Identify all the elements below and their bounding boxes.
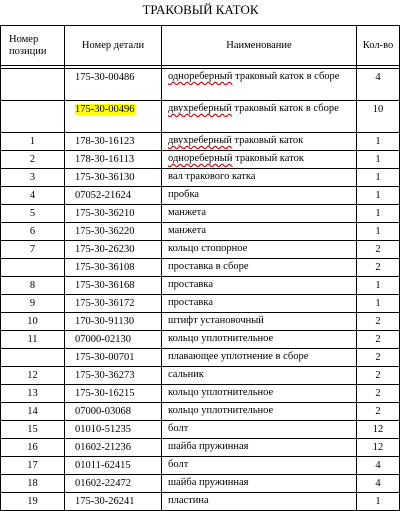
spellcheck-word: однореберный: [168, 71, 233, 82]
cell-name: сальник: [162, 367, 357, 385]
table-row: [1, 241, 400, 259]
cell-name: пластина: [162, 493, 357, 511]
cell-quantity: 4: [357, 457, 400, 475]
table-row: [1, 457, 400, 475]
name-rest: траковый каток в сборе: [232, 71, 340, 82]
cell-position: [1, 101, 65, 133]
cell-name: [162, 133, 357, 151]
table-row: [1, 187, 400, 205]
table-row: [1, 205, 400, 223]
cell-name: проставка: [162, 295, 357, 313]
cell-part-number: 01602-22472: [65, 475, 162, 493]
cell-name: кольцо уплотнительное: [162, 385, 357, 403]
cell-name: кольцо уплотнительное: [162, 331, 357, 349]
cell-part-number: 175-30-26241: [65, 493, 162, 511]
cell-position: 7: [1, 241, 65, 259]
table-row: [1, 475, 400, 493]
cell-quantity: 2: [357, 403, 400, 421]
cell-position: [1, 69, 65, 101]
cell-position: 1: [1, 133, 65, 151]
cell-part-number: 175-30-26230: [65, 241, 162, 259]
table-row: [1, 403, 400, 421]
cell-position: 8: [1, 277, 65, 295]
table-row: [1, 349, 400, 367]
name-rest: траковый каток: [232, 153, 304, 164]
cell-name: проставка: [162, 277, 357, 295]
table-row: [1, 133, 400, 151]
cell-quantity: 2: [357, 367, 400, 385]
cell-position: 2: [1, 151, 65, 169]
cell-part-number: 175-30-36220: [65, 223, 162, 241]
cell-name: вал тракового катка: [162, 169, 357, 187]
cell-name: [162, 69, 357, 101]
cell-part-number: 01602-21236: [65, 439, 162, 457]
cell-name: штифт установочный: [162, 313, 357, 331]
table-row: [1, 367, 400, 385]
table-row: [1, 169, 400, 187]
cell-position: 16: [1, 439, 65, 457]
cell-part-number: 170-30-91130: [65, 313, 162, 331]
cell-position: 3: [1, 169, 65, 187]
spellcheck-word: двухреберный: [168, 135, 232, 146]
cell-position: 12: [1, 367, 65, 385]
parts-table: [0, 25, 400, 511]
table-row: [1, 151, 400, 169]
cell-position: 6: [1, 223, 65, 241]
highlighted-part-number: 175-30-00496: [75, 104, 135, 115]
cell-quantity: 2: [357, 241, 400, 259]
table-row: [1, 277, 400, 295]
cell-quantity: 1: [357, 205, 400, 223]
cell-name: проставка в сборе: [162, 259, 357, 277]
table-row: [1, 223, 400, 241]
name-rest: траковый каток: [231, 135, 304, 146]
cell-part-number: 07000-02130: [65, 331, 162, 349]
spellcheck-word: однореберный: [168, 153, 233, 164]
cell-quantity: 1: [357, 133, 400, 151]
cell-quantity: 2: [357, 385, 400, 403]
spellcheck-word: двухреберный: [168, 103, 232, 114]
cell-position: 13: [1, 385, 65, 403]
cell-part-number: 175-30-36130: [65, 169, 162, 187]
cell-name: шайба пружинная: [162, 475, 357, 493]
cell-quantity: 2: [357, 331, 400, 349]
header-position-line2: позиции: [9, 45, 47, 57]
cell-position: 14: [1, 403, 65, 421]
table-header-row: [1, 26, 400, 66]
header-part-number: Номер детали: [65, 26, 162, 66]
cell-position: 10: [1, 313, 65, 331]
cell-quantity: 10: [357, 101, 400, 133]
cell-position: 11: [1, 331, 65, 349]
table-row: [1, 69, 400, 101]
cell-quantity: 12: [357, 421, 400, 439]
cell-quantity: 4: [357, 475, 400, 493]
table-row: [1, 295, 400, 313]
cell-quantity: 1: [357, 187, 400, 205]
cell-name: шайба пружинная: [162, 439, 357, 457]
cell-position: 9: [1, 295, 65, 313]
cell-part-number: 175-30-16215: [65, 385, 162, 403]
cell-quantity: 2: [357, 313, 400, 331]
table-row: [1, 439, 400, 457]
table-row: [1, 313, 400, 331]
cell-quantity: 2: [357, 259, 400, 277]
cell-position: [1, 349, 65, 367]
cell-part-number: 175-30-36168: [65, 277, 162, 295]
cell-name: [162, 101, 357, 133]
name-rest: траковый каток в сборе: [231, 103, 339, 114]
cell-name: манжета: [162, 205, 357, 223]
cell-name: [162, 151, 357, 169]
cell-part-number: 175-30-36108: [65, 259, 162, 277]
table-row: [1, 385, 400, 403]
cell-part-number: 07052-21624: [65, 187, 162, 205]
cell-name: кольцо уплотнительное: [162, 403, 357, 421]
cell-position: 4: [1, 187, 65, 205]
cell-part-number: [65, 101, 162, 133]
cell-quantity: 1: [357, 295, 400, 313]
cell-part-number: 178-30-16113: [65, 151, 162, 169]
cell-part-number: 07000-03068: [65, 403, 162, 421]
cell-quantity: 2: [357, 349, 400, 367]
cell-position: 19: [1, 493, 65, 511]
table-row: [1, 331, 400, 349]
cell-part-number: 175-30-36172: [65, 295, 162, 313]
header-position: [1, 26, 65, 66]
cell-position: 5: [1, 205, 65, 223]
cell-quantity: 1: [357, 151, 400, 169]
cell-position: 17: [1, 457, 65, 475]
cell-name: манжета: [162, 223, 357, 241]
cell-position: 18: [1, 475, 65, 493]
cell-name: кольцо стопорное: [162, 241, 357, 259]
table-row: [1, 101, 400, 133]
document-title: ТРАКОВЫЙ КАТОК: [142, 2, 259, 17]
cell-name: болт: [162, 421, 357, 439]
cell-part-number: 178-30-16123: [65, 133, 162, 151]
cell-part-number: 01010-51235: [65, 421, 162, 439]
cell-name: болт: [162, 457, 357, 475]
cell-quantity: 1: [357, 223, 400, 241]
header-name: Наименование: [162, 26, 357, 66]
cell-quantity: 1: [357, 277, 400, 295]
cell-quantity: 1: [357, 493, 400, 511]
cell-position: [1, 259, 65, 277]
cell-quantity: 12: [357, 439, 400, 457]
table-row: [1, 259, 400, 277]
cell-quantity: 1: [357, 169, 400, 187]
table-row: [1, 421, 400, 439]
cell-part-number: 175-30-36210: [65, 205, 162, 223]
cell-part-number: 175-30-00701: [65, 349, 162, 367]
cell-name: плавающее уплотнение в сборе: [162, 349, 357, 367]
header-quantity: Кол-во: [357, 26, 400, 66]
cell-name: пробка: [162, 187, 357, 205]
cell-position: 15: [1, 421, 65, 439]
cell-part-number: 01011-62415: [65, 457, 162, 475]
header-position-line1: Номер: [9, 33, 39, 45]
table-row: [1, 493, 400, 511]
cell-part-number: 175-30-00486: [65, 69, 162, 101]
cell-part-number: 175-30-36273: [65, 367, 162, 385]
cell-quantity: 4: [357, 69, 400, 101]
